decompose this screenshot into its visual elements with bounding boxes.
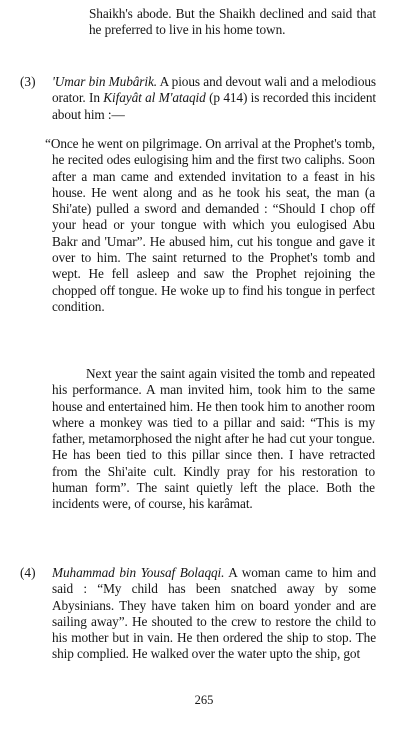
entry-3-paragraph bbox=[52, 74, 376, 123]
entry-3-text-a: A pious and devout wali and a melodious orator. In bbox=[52, 74, 376, 106]
page-number: 265 bbox=[194, 693, 214, 707]
intro-paragraph: Shaikh's abode. But the Shaikh declined and said that he preferred to live in his home town. bbox=[89, 6, 376, 38]
entry-3-name: 'Umar bin Mubârik. bbox=[52, 74, 157, 89]
entry-4-name: Muhammad bin Yousaf Bolaqqi. bbox=[52, 565, 225, 580]
entry-3-text-b: (p 414) is recorded this incident about him :— bbox=[52, 90, 376, 122]
quote-paragraph-1 bbox=[45, 136, 376, 315]
entry-4-text: A woman came to him and said : “My child has been snatched away by some Abysinians. They have taken him on board yonder and are sailing away”. He shouted to the crew to restore the child to his mother but in vain. He then ordered the ship to stop. The ship complied. He walked over the water upto the ship, got bbox=[52, 565, 376, 662]
quote-paragraph-2: Next year the saint again visited the tomb and repeated his performance. A man invited him, took him to the same house and entertained him. He then took him to another room where a monkey was tied to a pillar and said: “This is my father, metamorphosed the night after he had cut your tongue. He has been tied to this pillar since then. I have retracted from the Shi'aite cult. Kindly pray for his restoration to human form”. The saint quietly left the place. Both the incidents were, of course, his karâmat. bbox=[52, 366, 375, 512]
quote-paragraph-1-text: Once he went on pilgrimage. On arrival at the Prophet's tomb, he recited odes eulogising him and the first two caliphs. Soon after a man came and extended invitation to a feast in his house. He went along and as he took his seat, the man (a Shi'ate) pulled a sword and demanded : “Should I chop off your head or your tongue with which you eulogised Abu Bakr and 'Umar”. He abused him, cut his tongue and gave it over to him. The saint returned to the Prophet's tomb and wept. He fell asleep and saw the Prophet rejoining the chopped off tongue. He woke up to find his tongue in perfect condition. bbox=[50, 136, 376, 314]
entry-4-number: (4) bbox=[20, 565, 36, 580]
opening-quote-mark: “ bbox=[45, 136, 51, 151]
entry-3-book-title: Kifayât al M'ataqid bbox=[103, 90, 206, 106]
entry-4-paragraph bbox=[52, 565, 376, 663]
entry-3-number: (3) bbox=[20, 74, 36, 89]
